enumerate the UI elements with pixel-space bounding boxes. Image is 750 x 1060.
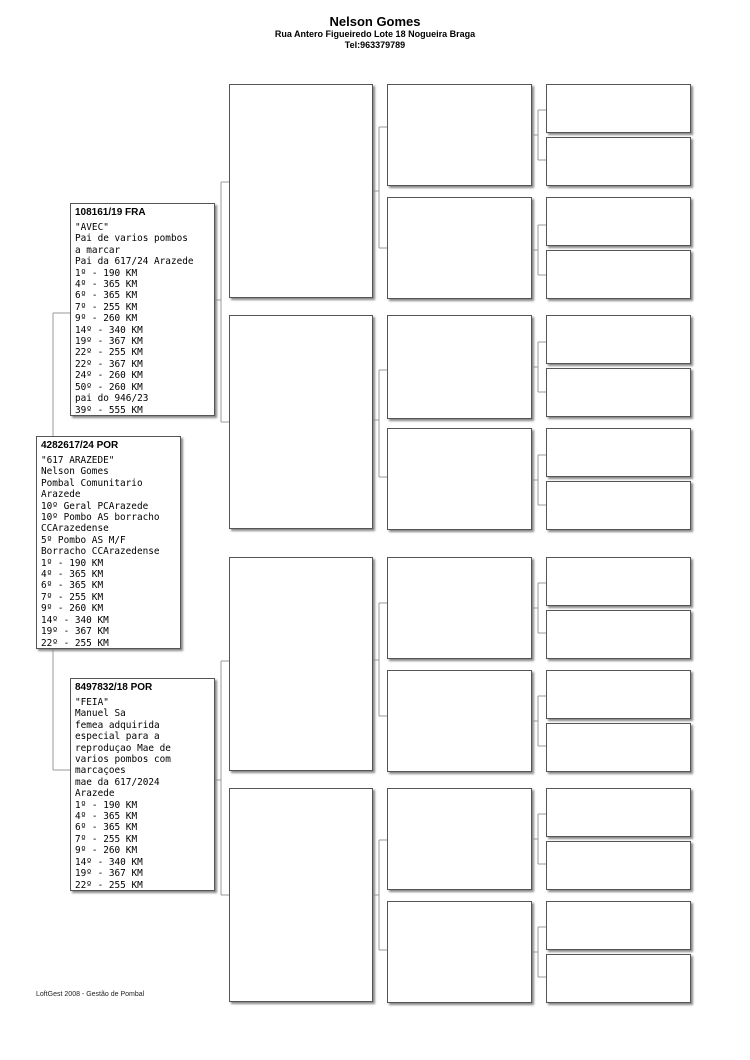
subject-detail-line: 5º Pombo AS M/F: [41, 534, 126, 546]
gg-grandparent-box-1[interactable]: [546, 84, 691, 133]
dam-detail-line: 4º - 365 KM: [75, 811, 138, 823]
subject-detail-line: 22º - 255 KM: [41, 637, 109, 649]
sire-detail-line: "AVEC": [75, 222, 109, 233]
dam-details: [75, 697, 210, 891]
dam-detail-line: reproduçao Mae de: [75, 742, 171, 754]
subject-detail-line: Pombal Comunitario: [41, 477, 143, 489]
dam-detail-line: 6º - 365 KM: [75, 822, 138, 834]
dam-detail-line: varios pombos com: [75, 754, 171, 766]
great-grandparent-box-8[interactable]: [387, 901, 532, 1003]
dam-detail-line: mae da 617/2024: [75, 776, 160, 788]
sire-ring-number: 108161/19 FRA: [75, 207, 146, 218]
gg-grandparent-box-10[interactable]: [546, 610, 691, 659]
dam-detail-line: especial para a: [75, 731, 160, 743]
great-grandparent-box-5[interactable]: [387, 557, 532, 659]
sire-detail-line: 22º - 255 KM: [75, 347, 143, 359]
gg-grandparent-box-4[interactable]: [546, 250, 691, 299]
sire-detail-line: pai do 946/23: [75, 393, 149, 405]
gg-grandparent-box-7[interactable]: [546, 428, 691, 477]
dam-detail-line: 9º - 260 KM: [75, 845, 138, 857]
great-grandparent-box-3[interactable]: [387, 315, 532, 419]
sire-detail-line: 22º - 367 KM: [75, 358, 143, 370]
sire-detail-line: 1º - 190 KM: [75, 267, 138, 279]
gg-grandparent-box-14[interactable]: [546, 841, 691, 890]
maternal-granddam-box[interactable]: [229, 788, 373, 1002]
gg-grandparent-box-15[interactable]: [546, 901, 691, 950]
subject-detail-line: Arazede: [41, 489, 81, 501]
sire-detail-line: Pai de varios pombos: [75, 233, 188, 245]
great-grandparent-box-1[interactable]: [387, 84, 532, 186]
subject-detail-line: Borracho CCArazedense: [41, 546, 160, 558]
great-grandparent-box-7[interactable]: [387, 788, 532, 890]
gg-grandparent-box-5[interactable]: [546, 315, 691, 364]
sire-detail-line: 9º - 260 KM: [75, 313, 138, 325]
dam-detail-line: 7º - 255 KM: [75, 833, 138, 845]
dam-card[interactable]: [70, 678, 215, 891]
subject-ring-number: 4282617/24 POR: [41, 440, 119, 451]
subject-detail-line: 10º Geral PCArazede: [41, 500, 149, 512]
subject-card[interactable]: [36, 436, 181, 649]
sire-detail-line: 50º - 260 KM: [75, 381, 143, 393]
subject-detail-line: CCArazedense: [41, 523, 109, 535]
subject-detail-line: 9º - 260 KM: [41, 603, 104, 615]
software-footer: LoftGest 2008 - Gestão de Pombal: [36, 991, 145, 998]
sire-detail-line: Pai da 617/24 Arazede: [75, 256, 194, 268]
subject-detail-line: 1º - 190 KM: [41, 557, 104, 569]
sire-detail-line: 6º - 365 KM: [75, 290, 138, 302]
sire-card[interactable]: [70, 203, 215, 416]
subject-details: [41, 455, 176, 649]
subject-detail-line: 6º - 365 KM: [41, 580, 104, 592]
dam-detail-line: Manuel Sa: [75, 708, 126, 720]
great-grandparent-box-6[interactable]: [387, 670, 532, 772]
subject-detail-line: 19º - 367 KM: [41, 626, 109, 638]
dam-detail-line: "FEIA": [75, 697, 109, 708]
sire-detail-line: 24º - 260 KM: [75, 370, 143, 382]
subject-detail-line: 7º - 255 KM: [41, 591, 104, 603]
owner-phone: Tel:963379789: [344, 40, 406, 50]
sire-detail-line: 4º - 365 KM: [75, 279, 138, 291]
paternal-granddam-box[interactable]: [229, 315, 373, 529]
great-grandparent-box-2[interactable]: [387, 197, 532, 299]
dam-detail-line: femea adquirida: [75, 719, 160, 731]
dam-detail-line: marcaçoes: [75, 765, 126, 777]
gg-grandparent-box-9[interactable]: [546, 557, 691, 606]
great-grandparent-box-4[interactable]: [387, 428, 532, 530]
dam-ring-number: 8497832/18 POR: [75, 682, 153, 693]
gg-grandparent-box-11[interactable]: [546, 670, 691, 719]
gg-grandparent-box-8[interactable]: [546, 481, 691, 530]
gg-grandparent-box-3[interactable]: [546, 197, 691, 246]
gg-grandparent-box-2[interactable]: [546, 137, 691, 186]
sire-details: [75, 222, 210, 416]
paternal-grandsire-box[interactable]: [229, 84, 373, 298]
subject-detail-line: Nelson Gomes: [41, 466, 109, 478]
gg-grandparent-box-12[interactable]: [546, 723, 691, 772]
subject-detail-line: "617 ARAZEDE": [41, 455, 115, 466]
dam-detail-line: 1º - 190 KM: [75, 799, 138, 811]
sire-detail-line: a marcar: [75, 244, 121, 256]
maternal-grandsire-box[interactable]: [229, 557, 373, 771]
gg-grandparent-box-6[interactable]: [546, 368, 691, 417]
dam-detail-line: Arazede: [75, 788, 115, 800]
subject-detail-line: 4º - 365 KM: [41, 569, 104, 581]
subject-detail-line: 10º Pombo AS borracho: [41, 512, 160, 524]
sire-detail-line: 19º - 367 KM: [75, 336, 143, 348]
dam-detail-line: 22º - 255 KM: [75, 879, 143, 891]
sire-detail-line: 7º - 255 KM: [75, 301, 138, 313]
subject-detail-line: 14º - 340 KM: [41, 614, 109, 626]
dam-detail-line: 19º - 367 KM: [75, 868, 143, 880]
sire-detail-line: 14º - 340 KM: [75, 324, 143, 336]
gg-grandparent-box-16[interactable]: [546, 954, 691, 1003]
owner-name: Nelson Gomes: [329, 14, 421, 29]
dam-detail-line: 14º - 340 KM: [75, 856, 143, 868]
sire-detail-line: 39º - 555 KM: [75, 404, 143, 416]
owner-address: Rua Antero Figueiredo Lote 18 Nogueira Braga: [274, 29, 476, 39]
gg-grandparent-box-13[interactable]: [546, 788, 691, 837]
